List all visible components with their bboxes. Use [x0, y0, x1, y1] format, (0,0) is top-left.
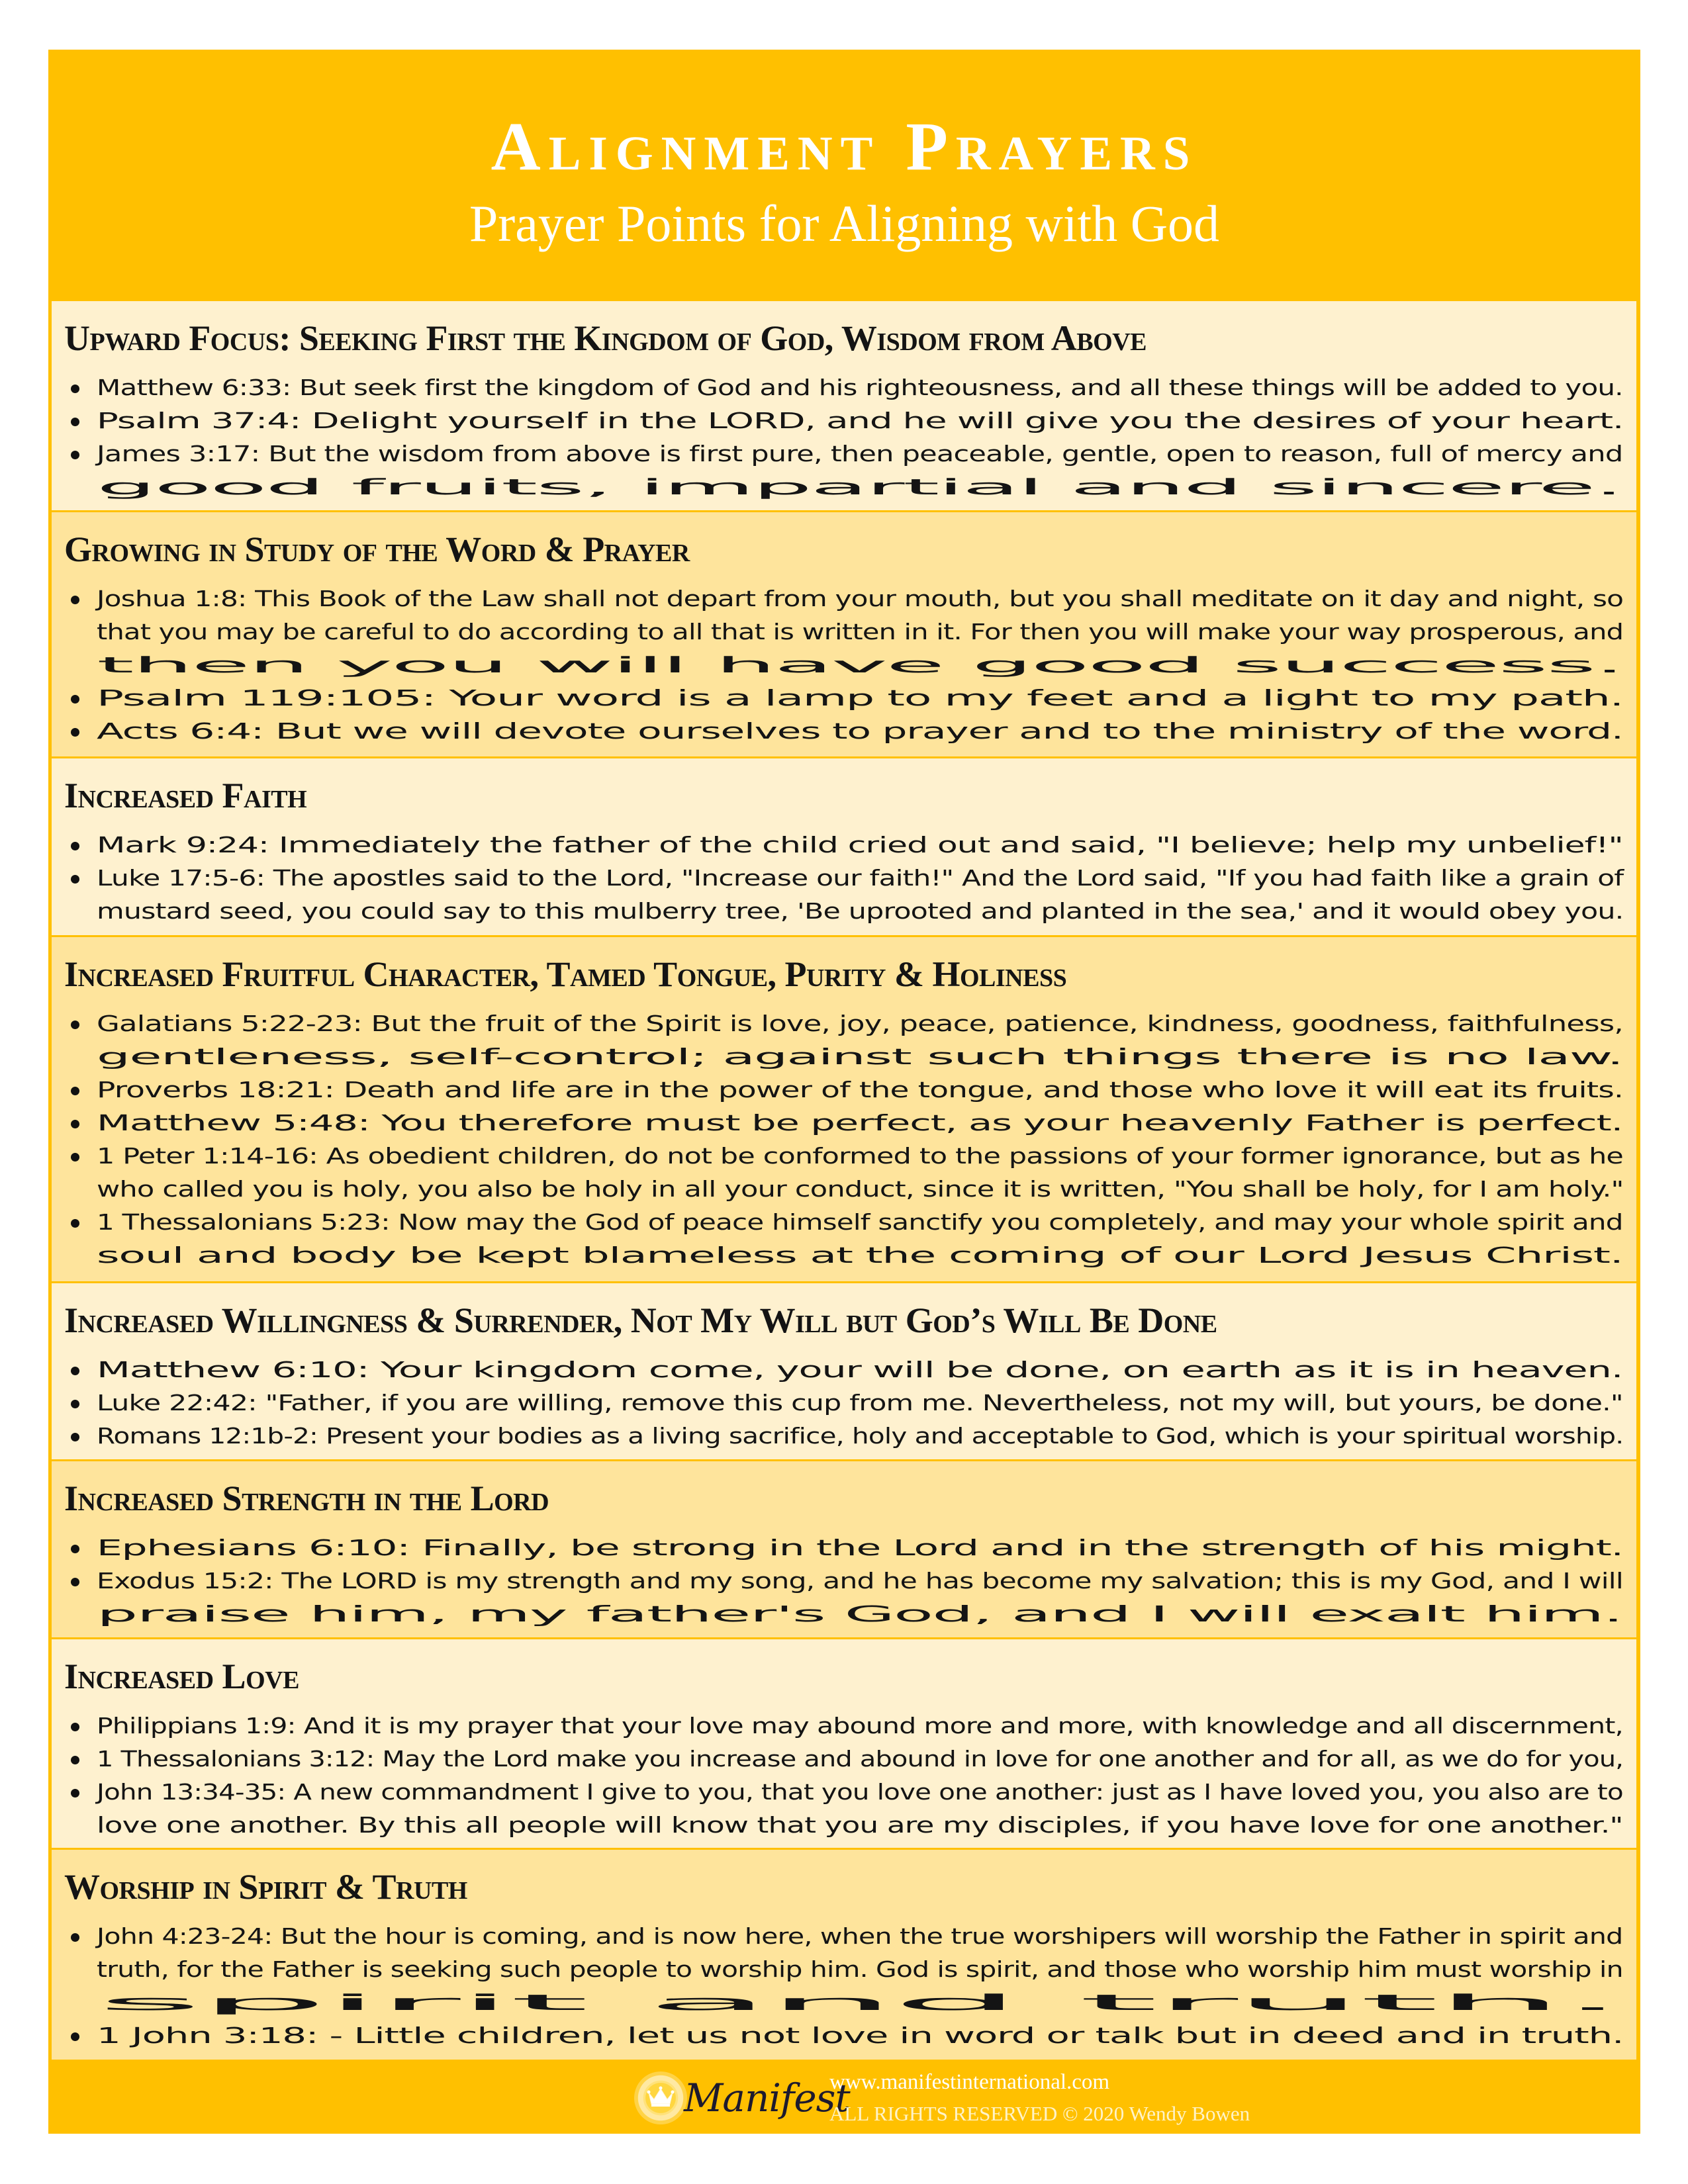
verse-item: [52, 1531, 1636, 1565]
bullet-icon: [71, 1400, 79, 1408]
verse-item: [52, 829, 1636, 862]
verse-text-line: Exodus 15:2: The LORD is my strength and my song, and he has become my salvation; this is my God, and I will: [97, 1569, 1623, 1594]
verse-text-line: Luke 22:42: "Father, if you are willing, remove this cup from me. Nevertheless, not my will, but yours, be done.": [97, 1390, 1623, 1416]
section-heading: Upward Focus: Seeking First the Kingdom of God, Wisdom from Above: [64, 318, 1147, 358]
prayer-section-1: [52, 299, 1636, 510]
prayer-section-7: [52, 1637, 1636, 1848]
page-title: Alignment Prayers: [491, 109, 1198, 185]
verse-text-line: soul and body be kept blameless at the coming of our Lord Jesus Christ.: [97, 1243, 1623, 1268]
bullet-icon: [71, 1578, 79, 1586]
bullet-icon: [71, 1153, 79, 1161]
section-heading: Increased Fruitful Character, Tamed Tongue, Purity & Holiness: [64, 954, 1067, 994]
verse-item: [52, 404, 1636, 437]
verse-text-line: Matthew 6:33: But seek first the kingdom of God and his righteousness, and all these things will be added to you.: [97, 375, 1623, 400]
verse-item: [52, 1353, 1636, 1387]
bullet-icon: [71, 1545, 79, 1553]
section-heading: Increased Love: [64, 1657, 299, 1696]
verse-item: [52, 1420, 1636, 1453]
verse-item: [52, 1709, 1636, 1743]
bullet-icon: [71, 1367, 79, 1375]
verse-text-line: Romans 12:1b-2: Present your bodies as a living sacrifice, holy and acceptable to God, which is your spiritual worship.: [97, 1424, 1624, 1449]
verse-list: [52, 371, 1636, 504]
prayer-section-2: [52, 510, 1636, 756]
header-banner: [48, 50, 1640, 299]
bullet-icon: [71, 418, 79, 426]
bullet-icon: [71, 1021, 79, 1029]
verse-text-line: good fruits, impartial and sincere.: [97, 475, 1622, 500]
logo-wordmark: Manifest: [684, 2075, 850, 2120]
verse-text-line: Acts 6:4: But we will devote ourselves to prayer and to the ministry of the word.: [97, 719, 1623, 744]
verse-text-line: Ephesians 6:10: Finally, be strong in the Lord and in the strength of his might.: [97, 1535, 1623, 1561]
bullet-icon: [71, 1789, 79, 1797]
bullet-icon: [71, 875, 79, 884]
bullet-icon: [71, 1433, 79, 1441]
verse-list: [52, 829, 1636, 928]
verse-item: [52, 1387, 1636, 1420]
verse-item: [52, 682, 1636, 715]
verse-item: [52, 862, 1636, 928]
prayer-section-3: [52, 756, 1636, 935]
verse-item: [52, 371, 1636, 404]
manifest-logo[interactable]: [631, 2066, 850, 2129]
verse-list: [52, 1531, 1636, 1631]
verse-item: [52, 2019, 1636, 2052]
website-link[interactable]: www.manifestinternational.com: [829, 2070, 1110, 2094]
bullet-icon: [71, 1120, 79, 1128]
bullet-icon: [71, 385, 79, 393]
verse-text-line: Galatians 5:22-23: But the fruit of the Spirit is love, joy, peace, patience, kindness, goodness, faithfulness,: [97, 1011, 1623, 1036]
verse-item: [52, 582, 1636, 682]
bullet-icon: [71, 1933, 79, 1942]
bullet-icon: [71, 695, 79, 704]
prayer-section-5: [52, 1281, 1636, 1459]
verse-item: [52, 1776, 1636, 1842]
bullet-icon: [71, 1756, 79, 1764]
footer: [48, 2060, 1640, 2134]
prayer-section-4: [52, 935, 1636, 1281]
verse-text-line: Proverbs 18:21: Death and life are in the power of the tongue, and those who love it will eat its fruits.: [97, 1077, 1624, 1103]
bullet-icon: [71, 1087, 79, 1095]
verse-text-line: praise him, my father's God, and I will exalt him.: [97, 1602, 1623, 1627]
verse-item: [52, 437, 1636, 504]
section-heading: Increased Faith: [64, 776, 307, 815]
verse-item: [52, 715, 1636, 748]
verse-text-line: 1 John 3:18: - Little children, let us not love in word or talk but in deed and in truth.: [97, 2023, 1624, 2048]
verse-text-line: Matthew 6:10: Your kingdom come, your will be done, on earth as it is in heaven.: [97, 1357, 1623, 1383]
verse-list: [52, 1353, 1636, 1453]
verse-text-line: John 4:23-24: But the hour is coming, and is now here, when the true worshipers will worship the Father in spirit and: [97, 1924, 1623, 1949]
bullet-icon: [71, 451, 79, 459]
bullet-icon: [71, 2032, 79, 2041]
verse-text-line: John 13:34-35: A new commandment I give to you, that you love one another: just as I have loved you, you also are to: [97, 1780, 1623, 1805]
verse-list: [52, 1007, 1636, 1272]
verse-item: [52, 1743, 1636, 1776]
section-heading: Worship in Spirit & Truth: [64, 1867, 467, 1907]
prayer-section-6: [52, 1459, 1636, 1637]
prayer-section-8: [52, 1848, 1636, 2060]
section-heading: Increased Willingness & Surrender, Not My Will but God’s Will Be Done: [64, 1300, 1217, 1340]
bullet-icon: [71, 596, 79, 604]
verse-item: [52, 1565, 1636, 1631]
bullet-icon: [71, 728, 79, 737]
verse-list: [52, 1709, 1636, 1842]
verse-text-line: love one another. By this all people will know that you are my disciples, if you have love for one another.": [97, 1813, 1623, 1838]
page-subtitle: Prayer Points for Aligning with God: [469, 195, 1220, 252]
verse-list: [52, 582, 1636, 748]
bullet-icon: [71, 1723, 79, 1731]
verse-text-line: that you may be careful to do according to all that is written in it. For then you will make your way prosperous, and: [97, 619, 1624, 645]
crown-icon: [647, 2086, 675, 2107]
verse-list: [52, 1920, 1636, 2052]
bullet-icon: [71, 842, 79, 850]
verse-text-line: spirit and truth.: [97, 1990, 1622, 2015]
copyright-notice: ALL RIGHTS RESERVED © 2020 Wendy Bowen: [829, 2102, 1250, 2125]
verse-item: [52, 1073, 1636, 1107]
verse-text-line: Philippians 1:9: And it is my prayer that your love may abound more and more, with knowledge and all discernment,: [97, 1713, 1623, 1739]
verse-text-line: 1 Thessalonians 3:12: May the Lord make you increase and abound in love for one another and for all, as we do for you,: [97, 1747, 1624, 1772]
verse-text-line: 1 Peter 1:14-16: As obedient children, do not be conformed to the passions of your former ignorance, but as he: [97, 1144, 1624, 1169]
verse-item: [52, 1107, 1636, 1140]
verse-item: [52, 1007, 1636, 1073]
prayer-sheet: [48, 50, 1640, 2134]
verse-text-line: Psalm 119:105: Your word is a lamp to my feet and a light to my path.: [97, 686, 1623, 711]
section-heading: Increased Strength in the Lord: [64, 1479, 549, 1518]
verse-text-line: James 3:17: But the wisdom from above is first pure, then peaceable, gentle, open to reason, full of mercy and: [97, 441, 1623, 467]
verse-item: [52, 1140, 1636, 1206]
verse-text-line: Psalm 37:4: Delight yourself in the LORD, and he will give you the desires of your heart.: [97, 408, 1624, 433]
verse-item: [52, 1206, 1636, 1272]
verse-text-line: who called you is holy, you also be holy in all your conduct, since it is written, "You shall be holy, for I am holy.": [97, 1177, 1624, 1202]
verse-text-line: 1 Thessalonians 5:23: Now may the God of peace himself sanctify you completely, and may your whole spirit and: [97, 1210, 1623, 1235]
section-heading: Growing in Study of the Word & Prayer: [64, 529, 690, 569]
verse-text-line: Luke 17:5-6: The apostles said to the Lord, "Increase our faith!" And the Lord said, "If you had faith like a grain of: [97, 866, 1624, 891]
verse-text-line: Matthew 5:48: You therefore must be perfect, as your heavenly Father is perfect.: [97, 1111, 1623, 1136]
verse-item: [52, 1920, 1636, 2019]
bullet-icon: [71, 1219, 79, 1228]
verse-text-line: gentleness, self-control; against such things there is no law.: [97, 1044, 1623, 1069]
verse-text-line: Joshua 1:8: This Book of the Law shall not depart from your mouth, but you shall meditate on it day and night, so: [97, 586, 1624, 612]
verse-text-line: truth, for the Father is seeking such people to worship him. God is spirit, and those who worship him must worship in: [97, 1957, 1623, 1982]
verse-text-line: then you will have good success.: [97, 653, 1624, 678]
verse-text-line: Mark 9:24: Immediately the father of the child cried out and said, "I believe; help my unbelief!": [97, 833, 1623, 858]
verse-text-line: mustard seed, you could say to this mulberry tree, 'Be uprooted and planted in the sea,' and it would obey you.: [97, 899, 1624, 924]
